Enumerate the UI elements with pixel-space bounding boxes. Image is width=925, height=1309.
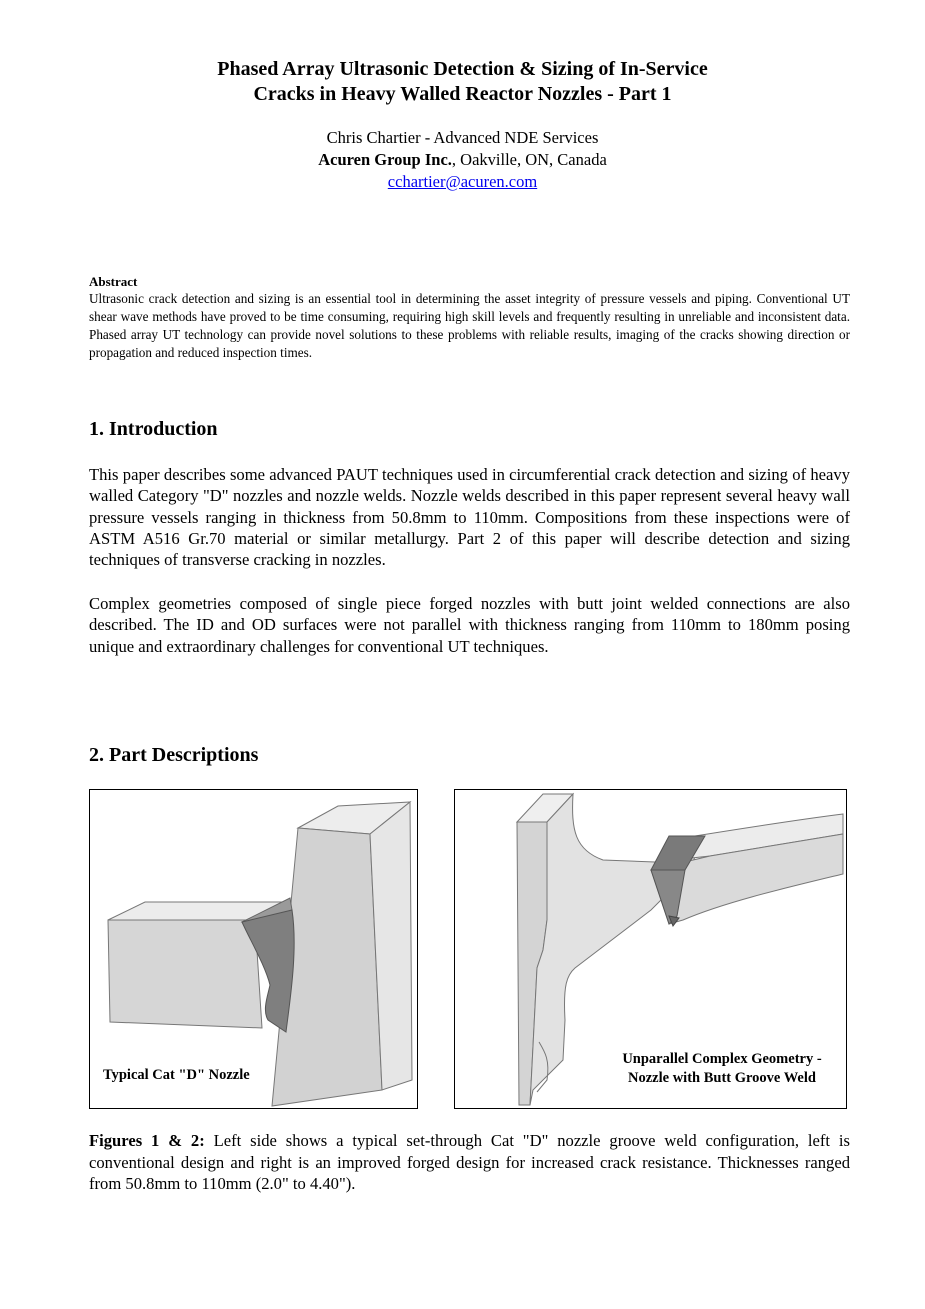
- author-name: Chris Chartier - Advanced NDE Services: [326, 128, 599, 147]
- paper-title: [0, 57, 925, 107]
- figure-2-label-line-2: Nozzle with Butt Groove Weld: [628, 1070, 816, 1086]
- abstract-text: Ultrasonic crack detection and sizing is an essential tool in determining the asset integrity of pressure vessels and piping. Conventional UT shear wave methods have proved to be time consuming, requiring high skill levels and frequently resulting in unreliable and inconsistent data. Phased array UT technology can provide novel solutions to these problems with reliable results, imaging of the cracks showing direction or propagation and reduced inspection times.: [89, 291, 850, 360]
- abstract-heading: Abstract: [89, 274, 138, 289]
- caption-label: Figures 1 & 2:: [89, 1131, 205, 1150]
- section-heading-part-descriptions: 2. Part Descriptions: [89, 744, 259, 766]
- figure-caption: [89, 1130, 850, 1195]
- figure-2-complex-geometry: [454, 789, 847, 1109]
- author-affiliation: [0, 149, 925, 171]
- title-line-1: Phased Array Ultrasonic Detection & Sizing of In-Service: [217, 58, 708, 80]
- caption-text: Left side shows a typical set-through Cat "D" nozzle groove weld configuration, left is conventional design and right is an improved forged design for increased crack resistance. Thicknesses ranged from 50.8mm to 110mm (2.0" to 4.40").: [89, 1131, 850, 1193]
- figure-1-cat-d-nozzle: [89, 789, 418, 1109]
- title-line-2: Cracks in Heavy Walled Reactor Nozzles - Part 1: [253, 83, 672, 105]
- figure-2-label-line-1: Unparallel Complex Geometry -: [622, 1051, 822, 1067]
- figure-2-label: [607, 1050, 837, 1088]
- author-block: [0, 127, 925, 193]
- intro-paragraph-1: This paper describes some advanced PAUT techniques used in circumferential crack detection and sizing of heavy walled Category "D" nozzles and nozzle welds. Nozzle welds described in this paper represent several heavy wall pressure vessels ranging in thickness from 50.8mm to 110mm. Compositions from these inspections were of ASTM A516 Gr.70 material or similar metallurgy. Part 2 of this paper will describe detection and sizing techniques of transverse cracking in nozzles.: [89, 465, 850, 570]
- figure-1-drawing: [90, 790, 417, 1108]
- affiliation-location: , Oakville, ON, Canada: [451, 150, 607, 169]
- figure-1-label: Typical Cat "D" Nozzle: [103, 1067, 250, 1083]
- intro-paragraph-2: Complex geometries composed of single piece forged nozzles with butt joint welded connections are also described. The ID and OD surfaces were not parallel with thickness ranging from 110mm to 180mm posing unique and extraordinary challenges for conventional UT techniques.: [89, 594, 850, 656]
- section-heading-introduction: 1. Introduction: [89, 418, 218, 440]
- affiliation-org: Acuren Group Inc.: [318, 150, 452, 169]
- author-email-link[interactable]: cchartier@acuren.com: [387, 172, 538, 191]
